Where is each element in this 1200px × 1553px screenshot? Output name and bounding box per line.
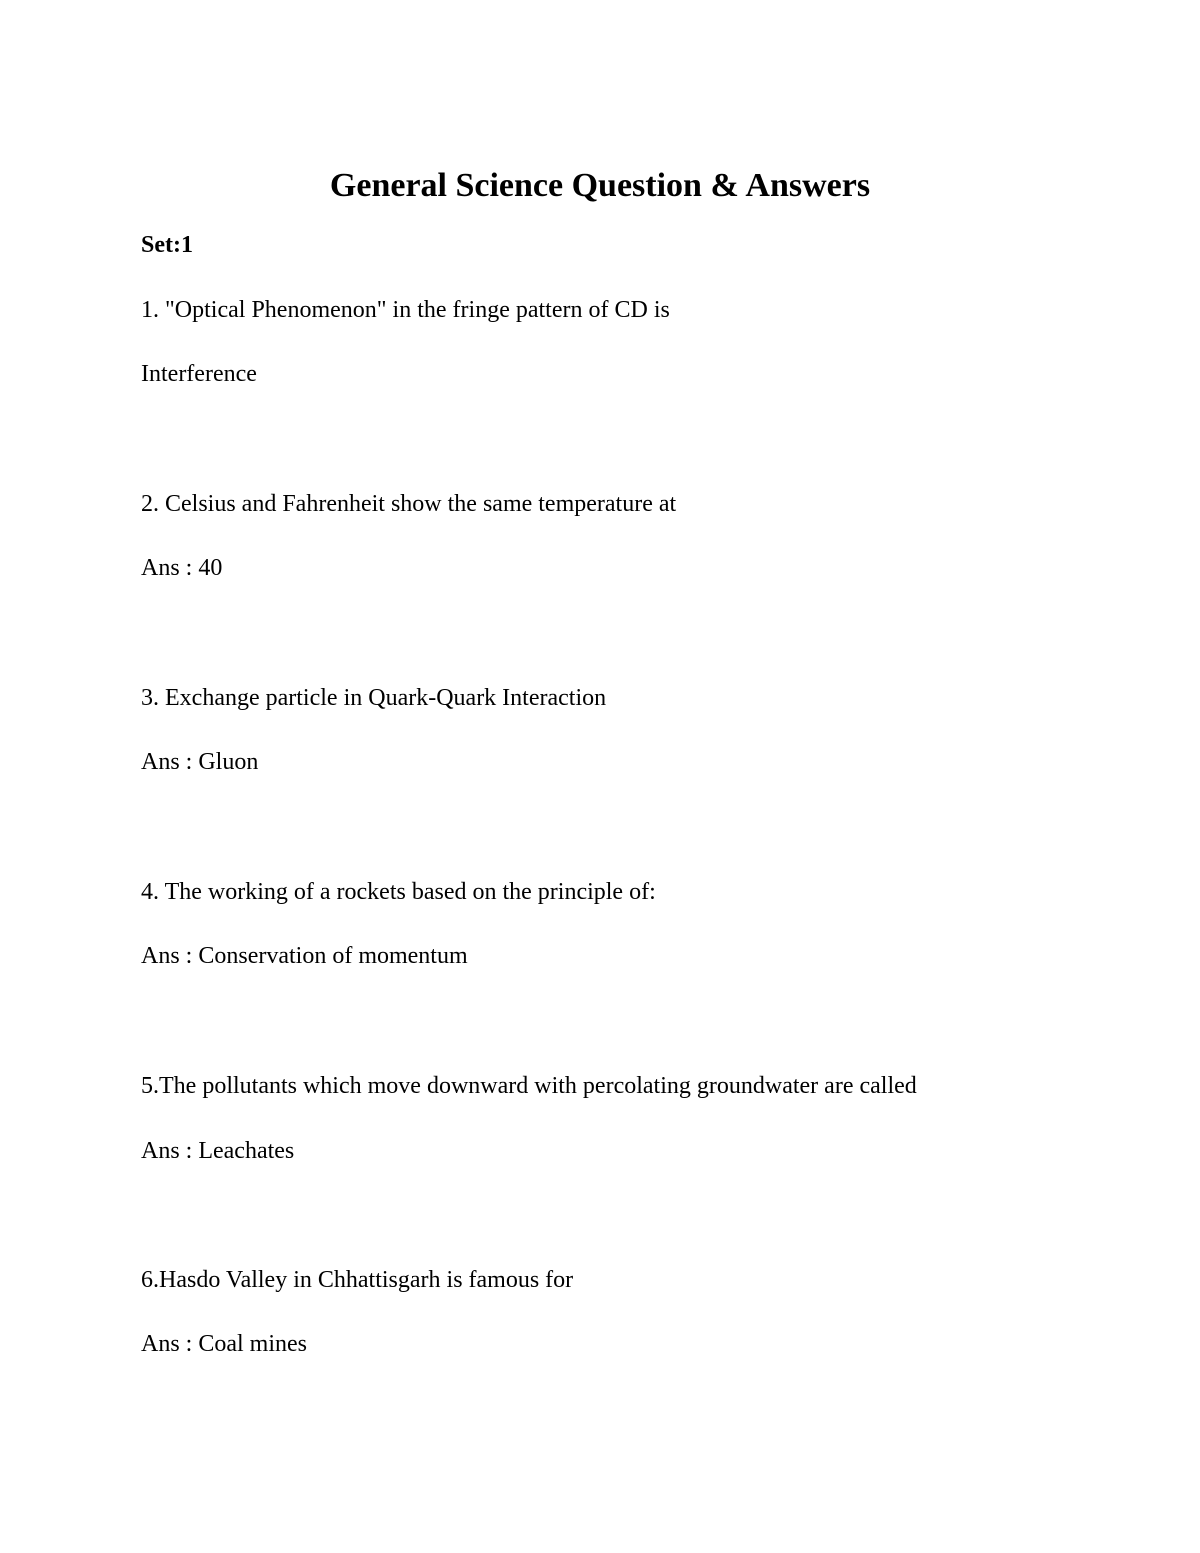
- question-3: 3. Exchange particle in Quark-Quark Interaction: [141, 685, 607, 711]
- question-4: 4. The working of a rockets based on the principle of:: [141, 879, 656, 905]
- page-title: General Science Question & Answers: [329, 167, 871, 204]
- answer-3: Ans : Gluon: [141, 749, 259, 775]
- question-2: 2. Celsius and Fahrenheit show the same temperature at: [141, 491, 677, 517]
- set-label: Set:1: [141, 232, 193, 258]
- answer-6: Ans : Coal mines: [141, 1331, 307, 1357]
- question-1: 1. "Optical Phenomenon" in the fringe pattern of CD is: [141, 297, 670, 323]
- answer-4: Ans : Conservation of momentum: [141, 943, 468, 969]
- answer-5: Ans : Leachates: [141, 1138, 295, 1164]
- answer-2: Ans : 40: [141, 555, 223, 581]
- answer-1: Interference: [141, 361, 257, 387]
- question-5: 5.The pollutants which move downward with percolating groundwater are called: [141, 1073, 917, 1099]
- question-6: 6.Hasdo Valley in Chhattisgarh is famous for: [141, 1267, 574, 1293]
